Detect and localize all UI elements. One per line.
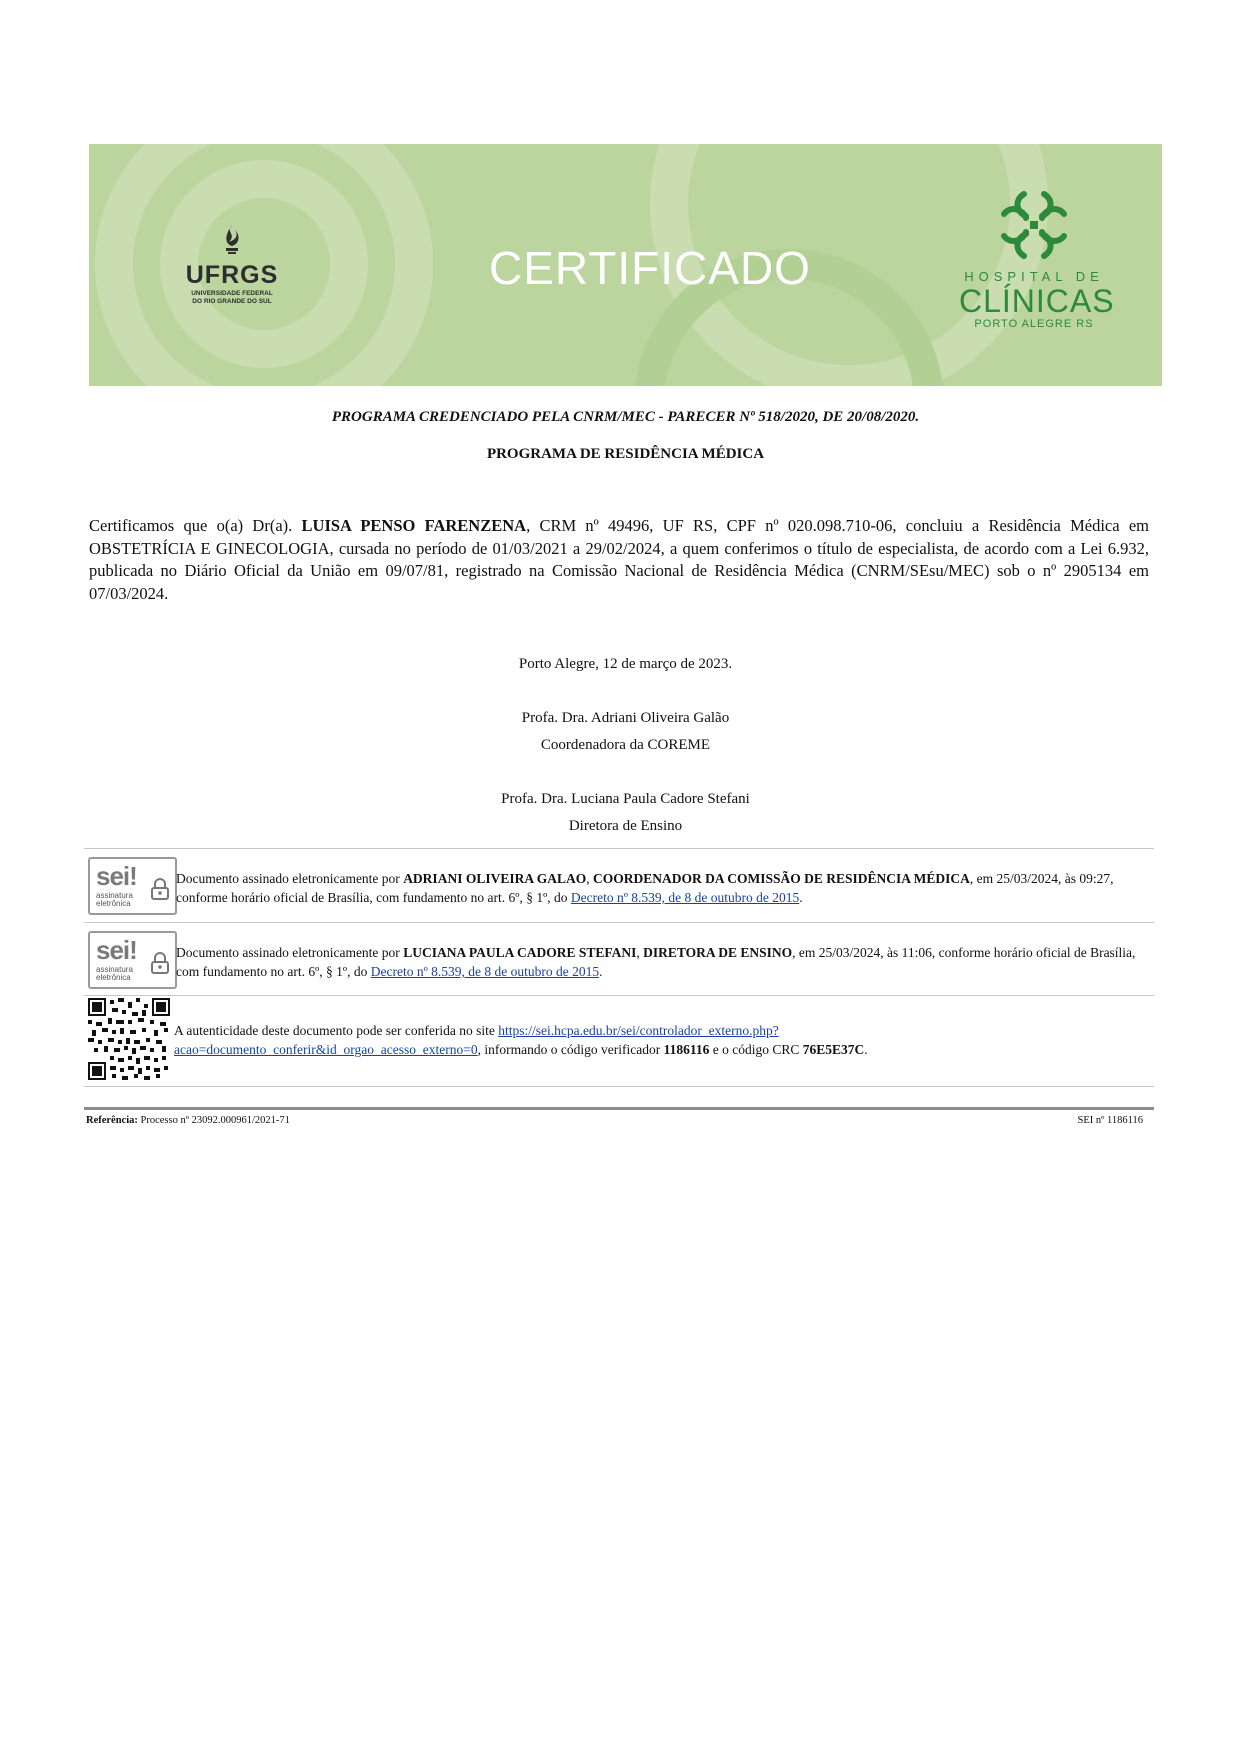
ufrgs-subtitle-1: UNIVERSIDADE FEDERAL <box>191 290 273 297</box>
signatory-role-2: Diretora de Ensino <box>568 818 683 834</box>
footer-divider <box>84 1107 1154 1110</box>
signer-title: DIRETORA DE ENSINO <box>643 945 793 960</box>
sei-badge-word: sei! <box>96 935 137 965</box>
signer-name: ADRIANI OLIVEIRA GALAO <box>403 871 587 886</box>
hcpa-line-hospital: HOSPITAL DE <box>964 269 1104 284</box>
signatory-role-1: Coordenadora da COREME <box>540 737 711 753</box>
padlock-icon <box>150 951 170 975</box>
torch-icon <box>215 222 249 256</box>
signatory-name-1: Profa. Dra. Adriani Oliveira Galão <box>521 710 730 726</box>
divider <box>84 848 1154 849</box>
ufrgs-logo <box>177 222 287 306</box>
crc-code: 76E5E37C <box>802 1042 865 1057</box>
body-intro: Certificamos que o(a) Dr(a). <box>89 516 302 535</box>
certificate-banner <box>89 144 1162 386</box>
verification-code: 1186116 <box>663 1042 710 1057</box>
signature-stamp-2: Documento assinado eletronicamente por LUCIANA PAULA CADORE STEFANI, DIRETORA DE ENSINO, em 25/03/2024, às 11:06, conforme horário oficial de Brasília, com fundamento no art. 6º, § 1º, do Decreto nº 8.539, de 8 de outubro de 2015. <box>176 945 1136 979</box>
hcpa-line-city: PORTO ALEGRE RS <box>974 318 1094 330</box>
certificate-title: CERTIFICADO <box>489 242 811 294</box>
signer-title: COORDENADOR DA COMISSÃO DE RESIDÊNCIA MÉDICA <box>592 871 970 886</box>
cross-knot-icon <box>994 186 1074 264</box>
decree-link[interactable]: Decreto nº 8.539, de 8 de outubro de 2015 <box>370 964 600 979</box>
recipient-name: LUISA PENSO FARENZENA <box>301 516 527 535</box>
body-details: , CRM nº 49496, UF RS, CPF nº 020.098.710-06, concluiu a Residência Médica em OBSTETRÍCIA E GINECOLOGIA, cursada no período de 01/03/2021 a 29/02/2024, a quem conferimos o título de especialista, de acordo com a Lei 6.932, publicada no Diário Oficial da União em 09/07/81, registrado na Comissão Nacional de Residência Médica (CNRM/SEsu/MEC) sob o nº 2905134 em 07/03/2024. <box>89 516 1150 603</box>
signatory-name-2: Profa. Dra. Luciana Paula Cadore Stefani <box>501 791 750 807</box>
hcpa-logo <box>959 186 1115 330</box>
sei-signature-badge <box>88 931 177 989</box>
decree-link[interactable]: Decreto nº 8.539, de 8 de outubro de 2015 <box>570 890 800 905</box>
signature-stamp-1: Documento assinado eletronicamente por ADRIANI OLIVEIRA GALAO, COORDENADOR DA COMISSÃO DE RESIDÊNCIA MÉDICA, em 25/03/2024, às 09:27, conforme horário oficial de Brasília, com fundamento no art. 6º, § 1º, do Decreto nº 8.539, de 8 de outubro de 2015. <box>176 871 1114 905</box>
authenticity-notice: A autenticidade deste documento pode ser conferida no site https://sei.hcpa.edu.br/sei/controlador_externo.php? acao=documento_conferir&id_orgao_acesso_externo=0, informando o código verificador 1186116 e o código CRC 76E5E37C. <box>174 1023 868 1057</box>
ufrgs-subtitle-2: DO RIO GRANDE DO SUL <box>192 298 272 305</box>
hcpa-line-clinicas: CLÍNICAS <box>959 283 1115 319</box>
sei-document-number: SEI nº 1186116 <box>1077 1115 1143 1126</box>
sei-badge-subtitle: assinatura eletrônica <box>96 965 133 982</box>
signer-name: LUCIANA PAULA CADORE STEFANI <box>403 945 637 960</box>
program-title: PROGRAMA DE RESIDÊNCIA MÉDICA <box>486 446 765 462</box>
program-accreditation: PROGRAMA CREDENCIADO PELA CNRM/MEC - PARECER Nº 518/2020, DE 20/08/2020. <box>331 409 920 425</box>
process-reference: Referência: Processo nº 23092.000961/2021-71 <box>86 1115 290 1126</box>
verification-url-part-1[interactable]: https://sei.hcpa.edu.br/sei/controlador_externo.php? <box>498 1023 779 1038</box>
divider <box>84 922 1154 923</box>
sei-badge-word: sei! <box>96 861 137 891</box>
certificate-body <box>89 515 1149 605</box>
qr-code-icon <box>88 998 170 1080</box>
padlock-icon <box>150 877 170 901</box>
sei-badge-subtitle: assinatura eletrônica <box>96 891 133 908</box>
sei-signature-badge <box>88 857 177 915</box>
place-date: Porto Alegre, 12 de março de 2023. <box>518 656 733 672</box>
ufrgs-wordmark: UFRGS <box>185 261 279 289</box>
verification-url-part-2[interactable]: acao=documento_conferir&id_orgao_acesso_externo=0 <box>174 1042 478 1057</box>
divider <box>84 1086 1154 1087</box>
divider <box>84 995 1154 996</box>
